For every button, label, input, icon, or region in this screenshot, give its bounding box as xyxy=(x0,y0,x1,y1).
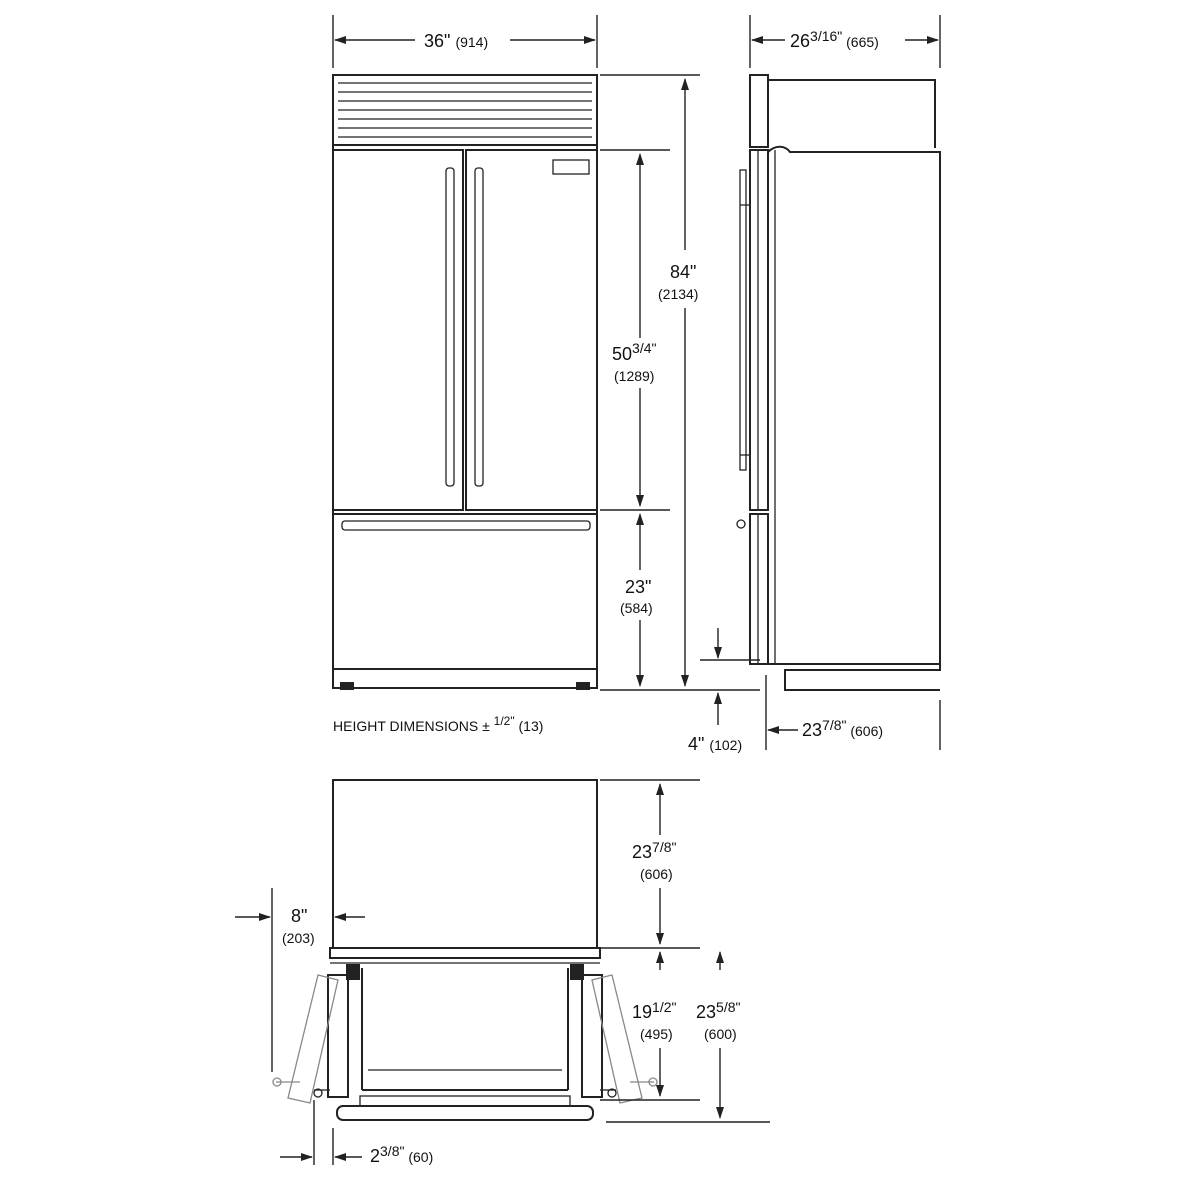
top-depth-metric: (606) xyxy=(640,866,673,882)
front-right-foot xyxy=(576,682,590,690)
freezer-drawer xyxy=(333,514,597,669)
drawer-handle xyxy=(342,521,590,530)
total-height-metric: (2134) xyxy=(658,286,699,302)
freezer-height-metric: (584) xyxy=(620,600,653,616)
plan-cabinet xyxy=(333,780,597,948)
plan-dimensions xyxy=(235,780,770,1166)
side-freezer-door xyxy=(750,514,768,664)
door-swing-metric: (203) xyxy=(282,930,315,946)
freezer-height-label: 23" xyxy=(625,577,652,597)
height-tolerance-note: HEIGHT DIMENSIONS ± 1/2" (13) xyxy=(333,714,544,734)
side-top-profile xyxy=(768,80,935,148)
right-fridge-door xyxy=(466,150,597,510)
left-door-handle xyxy=(446,168,454,486)
front-view xyxy=(333,75,597,690)
plan-drawer-handle xyxy=(360,1096,570,1106)
right-door-handle xyxy=(475,168,483,486)
door-swing-label: 8" xyxy=(291,906,308,926)
top-depth-label: $23^{7/8"}$ xyxy=(632,839,677,862)
door-open-depth-label: $19^{1/2"}$ xyxy=(632,999,677,1022)
left-swing-door xyxy=(288,975,338,1103)
front-left-foot xyxy=(340,682,354,690)
fridge-height-metric: (1289) xyxy=(614,368,655,384)
toe-kick-label: 4" (102) xyxy=(688,734,743,754)
door-offset-label: $2^{3/8"}$ (60) xyxy=(370,1143,434,1166)
side-depth-overall-dimension xyxy=(750,15,940,68)
side-grille-front xyxy=(750,75,768,147)
door-open-depth-metric: (495) xyxy=(640,1026,673,1042)
right-swing-door xyxy=(592,975,642,1103)
right-open-door xyxy=(582,975,602,1097)
plan-view xyxy=(273,780,657,1120)
side-depth-overall-label: $26^{3/16"}$ (665) xyxy=(790,28,879,51)
side-depth-cabinet-dimension xyxy=(766,675,940,750)
control-panel xyxy=(553,160,589,174)
fridge-height-label: $50^{3/4"}$ xyxy=(612,340,657,364)
width-label: 36" (914) xyxy=(424,31,489,51)
side-fridge-door xyxy=(750,150,768,510)
width-dimension xyxy=(333,15,597,68)
grille-louvers xyxy=(338,83,592,137)
left-fridge-door xyxy=(333,150,463,510)
left-open-door xyxy=(328,975,348,1097)
side-door-handle xyxy=(740,170,746,470)
drawer-open-depth-metric: (600) xyxy=(704,1026,737,1042)
total-height-label: 84" xyxy=(670,262,697,282)
side-drawer-handle xyxy=(737,520,745,528)
side-cabinet-body xyxy=(768,147,940,690)
plan-front-frame xyxy=(330,948,600,958)
height-dimensions xyxy=(600,75,760,754)
drawer-open-depth-label: $23^{5/8"}$ xyxy=(696,999,741,1022)
side-view xyxy=(737,75,940,690)
side-depth-cabinet-label: $23^{7/8"}$ (606) xyxy=(802,717,884,740)
plan-drawer xyxy=(337,1106,593,1120)
